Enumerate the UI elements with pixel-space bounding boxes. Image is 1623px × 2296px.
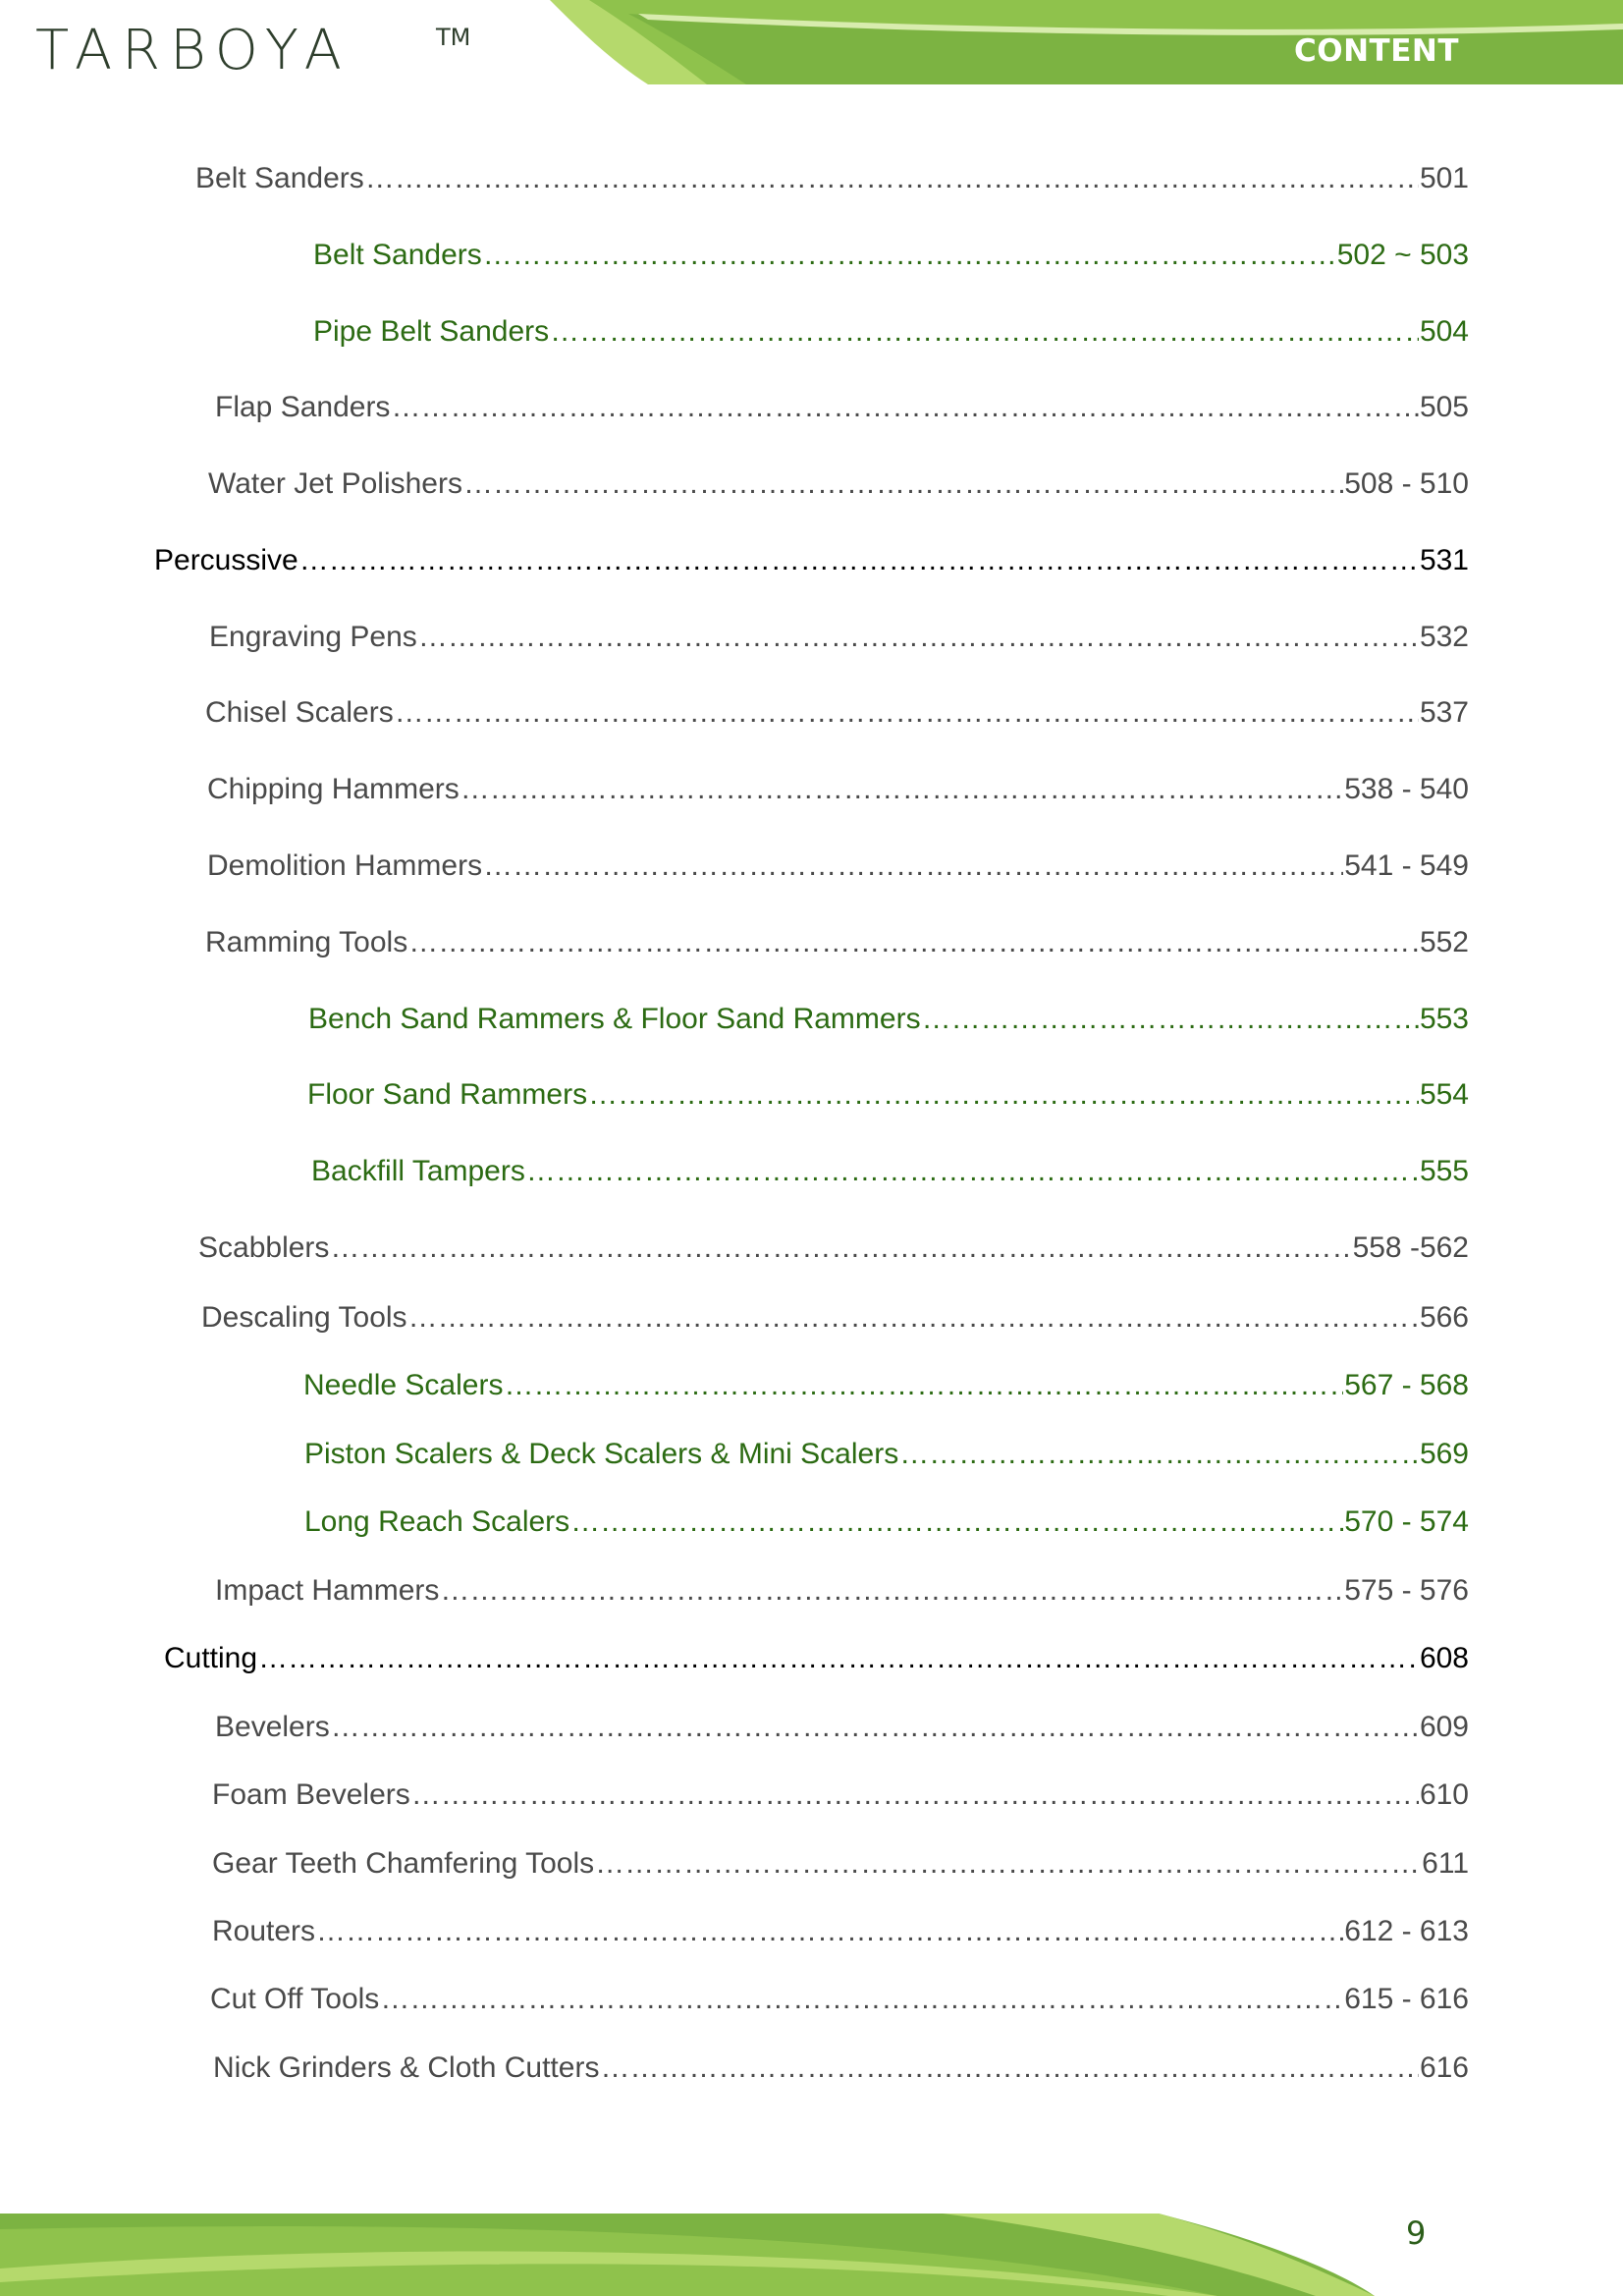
toc-leader-dots xyxy=(440,1571,1343,1611)
toc-entry[interactable] xyxy=(212,1776,1469,1815)
toc-entry-page: 569 xyxy=(1419,1438,1469,1470)
toc-leader-dots xyxy=(526,1152,1419,1191)
toc-entry[interactable] xyxy=(201,1298,1469,1338)
toc-entry-page: 615 - 616 xyxy=(1344,1983,1469,2015)
brand-logo: TARBOYA xyxy=(35,19,352,82)
toc-leader-dots xyxy=(595,1844,1421,1884)
toc-entry[interactable] xyxy=(210,1980,1469,2019)
toc-entry[interactable] xyxy=(304,1503,1469,1542)
toc-entry-page: 538 - 540 xyxy=(1344,773,1469,805)
toc-entry-label: Bevelers xyxy=(215,1711,330,1743)
toc-entry-label: Foam Bevelers xyxy=(212,1778,410,1811)
toc-entry-page: 552 xyxy=(1419,926,1469,958)
toc-leader-dots xyxy=(408,1298,1419,1338)
toc-entry[interactable] xyxy=(154,541,1469,580)
toc-leader-dots xyxy=(299,541,1419,580)
toc-leader-dots xyxy=(316,1912,1343,1951)
toc-entry-label: Belt Sanders xyxy=(313,239,482,271)
toc-leader-dots xyxy=(483,847,1343,886)
toc-entry-page: 567 - 568 xyxy=(1344,1369,1469,1401)
toc-leader-dots xyxy=(460,770,1343,809)
toc-entry[interactable] xyxy=(308,1000,1469,1039)
toc-entry[interactable] xyxy=(212,1912,1469,1951)
toc-entry[interactable] xyxy=(304,1435,1469,1474)
toc-entry-label: Floor Sand Rammers xyxy=(307,1078,588,1111)
toc-leader-dots xyxy=(330,1229,1351,1268)
toc-leader-dots xyxy=(411,1776,1419,1815)
toc-entry-page: 537 xyxy=(1419,696,1469,729)
toc-entry-label: Ramming Tools xyxy=(205,926,408,958)
toc-entry-label: Piston Scalers & Deck Scalers & Mini Scalers xyxy=(304,1438,899,1470)
toc-entry-label: Backfill Tampers xyxy=(311,1155,525,1187)
toc-entry-label: Chipping Hammers xyxy=(207,773,460,805)
toc-entry[interactable] xyxy=(209,618,1469,657)
toc-leader-dots xyxy=(588,1075,1419,1115)
toc-entry-page: 501 xyxy=(1419,162,1469,194)
toc-entry-label: Demolition Hammers xyxy=(207,849,483,882)
toc-leader-dots xyxy=(504,1366,1343,1405)
toc-entry[interactable] xyxy=(311,1152,1469,1191)
toc-entry[interactable] xyxy=(215,1571,1469,1611)
toc-leader-dots xyxy=(331,1708,1419,1747)
toc-leader-dots xyxy=(483,236,1336,275)
toc-entry-page: 611 xyxy=(1422,1847,1469,1880)
toc-entry[interactable] xyxy=(207,770,1469,809)
toc-leader-dots xyxy=(395,693,1419,733)
toc-leader-dots xyxy=(380,1980,1343,2019)
toc-leader-dots xyxy=(408,923,1419,962)
toc-entry-label: Nick Grinders & Cloth Cutters xyxy=(213,2051,600,2084)
toc-entry[interactable] xyxy=(207,847,1469,886)
toc-entry[interactable] xyxy=(198,1229,1469,1268)
toc-entry-page: 609 xyxy=(1419,1711,1469,1743)
toc-entry-label: Chisel Scalers xyxy=(205,696,394,729)
toc-leader-dots xyxy=(258,1639,1419,1678)
toc-entry-label: Cut Off Tools xyxy=(210,1983,380,2015)
toc-entry-label: Descaling Tools xyxy=(201,1301,407,1334)
toc-entry-label: Bench Sand Rammers & Floor Sand Rammers xyxy=(308,1003,921,1035)
toc-entry-page: 554 xyxy=(1419,1078,1469,1111)
toc-entry-page: 531 xyxy=(1419,544,1469,576)
toc-entry-page: 505 xyxy=(1419,391,1469,423)
toc-entry-page: 502 ~ 503 xyxy=(1336,239,1469,271)
toc-leader-dots xyxy=(418,618,1419,657)
toc-leader-dots xyxy=(391,388,1419,427)
toc-entry[interactable] xyxy=(215,1708,1469,1747)
toc-entry-label: Needle Scalers xyxy=(303,1369,504,1401)
toc-entry[interactable] xyxy=(313,236,1469,275)
toc-entry-page: 608 xyxy=(1419,1642,1469,1674)
toc-entry-page: 566 xyxy=(1419,1301,1469,1334)
toc-entry-label: Engraving Pens xyxy=(209,621,417,653)
toc-entry[interactable] xyxy=(212,1844,1469,1884)
toc-entry[interactable] xyxy=(303,1366,1469,1405)
toc-entry[interactable] xyxy=(215,388,1469,427)
toc-leader-dots xyxy=(600,2049,1418,2088)
toc-entry-label: Water Jet Polishers xyxy=(208,467,462,500)
toc-entry-label: Routers xyxy=(212,1915,316,1947)
toc-leader-dots xyxy=(463,465,1343,504)
toc-entry[interactable] xyxy=(208,465,1469,504)
toc-entry-page: 555 xyxy=(1419,1155,1469,1187)
toc-leader-dots xyxy=(550,312,1419,352)
toc-entry[interactable] xyxy=(195,159,1469,198)
trademark-symbol: TM xyxy=(436,24,471,51)
toc-entry-label: Long Reach Scalers xyxy=(304,1505,570,1538)
toc-entry-label: Percussive xyxy=(154,544,298,576)
toc-entry-label: Belt Sanders xyxy=(195,162,364,194)
toc-entry[interactable] xyxy=(313,312,1469,352)
toc-entry-page: 612 - 613 xyxy=(1344,1915,1469,1947)
page-number: 9 xyxy=(1406,2214,1427,2252)
toc-leader-dots xyxy=(365,159,1419,198)
toc-entry-page: 541 - 549 xyxy=(1344,849,1469,882)
toc-entry[interactable] xyxy=(213,2049,1469,2088)
toc-entry-label: Impact Hammers xyxy=(215,1574,440,1607)
toc-entry-page: 504 xyxy=(1419,315,1469,348)
toc-entry-page: 570 - 574 xyxy=(1344,1505,1469,1538)
toc-entry-label: Scabblers xyxy=(198,1231,330,1264)
footer-swoosh xyxy=(0,2200,1623,2296)
toc-leader-dots xyxy=(570,1503,1343,1542)
toc-entry[interactable] xyxy=(307,1075,1469,1115)
toc-entry-page: 575 - 576 xyxy=(1344,1574,1469,1607)
toc-entry-page: 616 xyxy=(1419,2051,1469,2084)
toc-entry-label: Flap Sanders xyxy=(215,391,391,423)
toc-entry-label: Pipe Belt Sanders xyxy=(313,315,550,348)
toc-leader-dots xyxy=(899,1435,1419,1474)
toc-entry-label: Gear Teeth Chamfering Tools xyxy=(212,1847,595,1880)
toc-entry[interactable] xyxy=(205,693,1469,733)
toc-entry-label: Cutting xyxy=(164,1642,258,1674)
section-label: CONTENT xyxy=(1294,33,1459,69)
toc-entry-page: 553 xyxy=(1419,1003,1469,1035)
toc-entry-page: 508 - 510 xyxy=(1344,467,1469,500)
toc-entry-page: 558 -562 xyxy=(1352,1231,1469,1264)
toc-entry[interactable] xyxy=(164,1639,1469,1678)
toc-entry[interactable] xyxy=(205,923,1469,962)
toc-leader-dots xyxy=(922,1000,1419,1039)
toc-entry-page: 610 xyxy=(1419,1778,1469,1811)
toc-entry-page: 532 xyxy=(1419,621,1469,653)
